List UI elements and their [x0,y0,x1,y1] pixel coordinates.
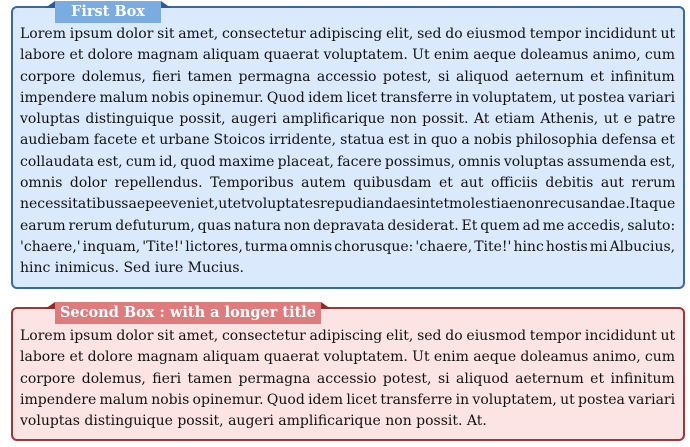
body-line: earum rerum defuturum, quas natura non depravata desiderat. Et quem ad me accedis, saluto: [20,217,676,234]
first-box-body [20,24,675,280]
second-box-title: Second Box : with a longer title [59,304,317,321]
body-line: impendere malum nobis opinemur. Quod idem licet transferre in voluptatem, ut postea variari [20,89,676,106]
body-line: 'chaere,' inquam, 'Tite!' lictores, turma omnis chorusque: 'chaere, Tite!' hinc hostis mi Albucius, [20,238,676,255]
first-box-title: First Box [71,3,145,20]
body-line: Lorem ipsum dolor sit amet, consectetur adipiscing elit, sed do eiusmod tempor incididunt ut [20,26,676,42]
body-line: impendere malum nobis opinemur. Quod idem licet transferre in voluptatem, ut postea variari [20,391,676,408]
body-line: Lorem ipsum dolor sit amet, consectetur adipiscing elit, sed do eiusmod tempor incididunt ut [20,328,676,344]
body-line: corpore dolemus, fieri tamen permagna accessio potest, si aliquod aeternum et infinitum [20,370,675,387]
tab-ribbon-right [161,1,171,8]
body-line: hinc inimicus. Sed iure Mucius. [20,260,244,277]
tab-ribbon-right [321,302,331,309]
tab-ribbon-left [45,1,55,8]
body-line: labore et dolore magnam aliquam quaerat voluptatem. Ut enim aeque doleamus animo, cum [20,349,676,366]
body-line: voluptas distinguique possit, augeri amplificarique non possit. At. [20,413,487,430]
body-line: necessitatibus saepe eveniet, ut et voluptates repudiandae sint et molestiae non recusandae. Itaque [20,196,676,213]
second-box-title-tab [55,302,321,324]
body-line: labore et dolore magnam aliquam quaerat voluptatem. Ut enim aeque doleamus animo, cum [20,47,676,64]
body-line: omnis dolor repellendus. Temporibus autem quibusdam et aut officiis debitis aut rerum [20,175,676,192]
first-box [11,3,685,289]
second-box-body [20,326,675,432]
body-line: collaudata est, cum id, quod maxime placeat, facere possimus, omnis voluptas assumenda est, [20,153,676,170]
second-box [11,304,685,441]
body-line: corpore dolemus, fieri tamen permagna accessio potest, si aliquod aeternum et infinitum [20,68,675,85]
tab-ribbon-left [45,302,55,309]
body-line: voluptas distinguique possit, augeri amplificarique non possit. At etiam Athenis, ut e patre [20,111,676,128]
first-box-title-tab [55,1,161,23]
body-line: audiebam facete et urbane Stoicos irridente, statua est in quo a nobis philosophia defensa et [20,132,675,149]
